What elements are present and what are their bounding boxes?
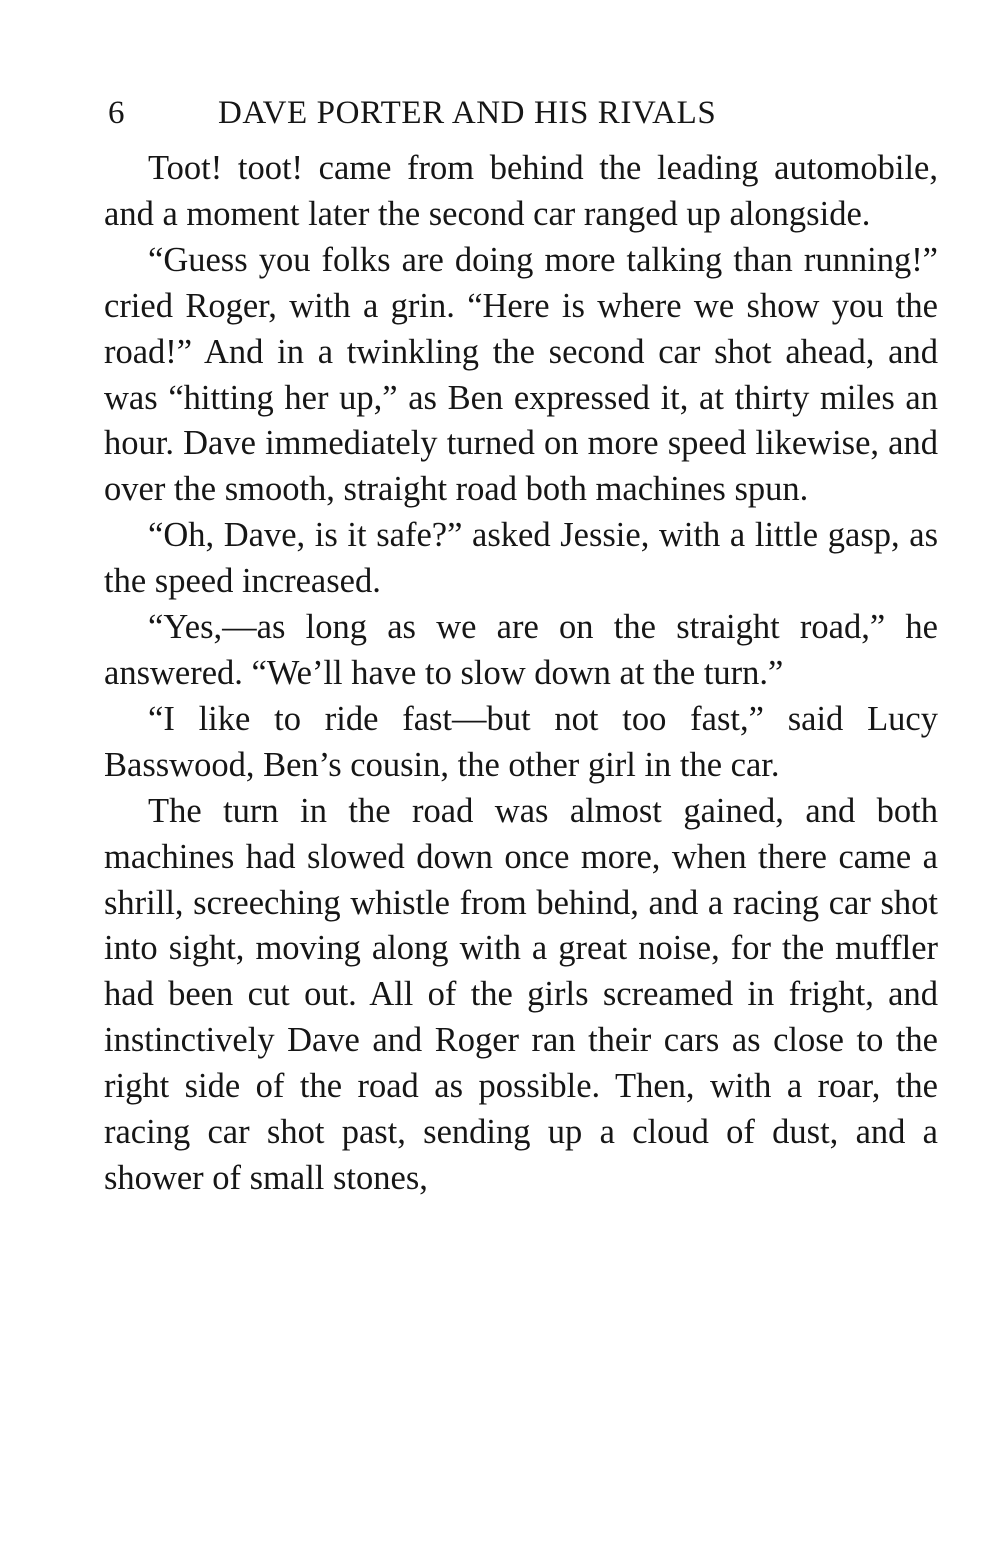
book-page	[104, 88, 938, 1202]
paragraph-3: “Oh, Dave, is it safe?” asked Jessie, with a little gasp, as the speed increased.	[104, 516, 938, 601]
body-text	[104, 146, 938, 1202]
paragraph-5: “I like to ride fast—but not too fast,” said Lucy Basswood, Ben’s cousin, the other girl in the car.	[104, 699, 938, 784]
paragraph-2: “Guess you folks are doing more talking than running!” cried Roger, with a grin. “Here is where we show you the road!” And in a twinkling the second car shot ahead, and was “hitting her up,” as Ben expressed it, at thirty miles an hour. Dave immediately turned on more speed likewise, and over the smooth, straight road both machines spun.	[104, 240, 938, 509]
paragraph-4: “Yes,—as long as we are on the straight road,” he answered. “We’ll have to slow down at the turn.”	[104, 608, 938, 692]
paragraph-1: Toot! toot! came from behind the leading automobile, and a moment later the second car ranged up alongside.	[104, 149, 938, 233]
running-head	[104, 88, 938, 138]
running-head-title: DAVE PORTER AND HIS RIVALS	[218, 95, 717, 131]
page-number: 6	[108, 95, 126, 131]
paragraph-6: The turn in the road was almost gained, and both machines had slowed down once more, when there came a shrill, screeching whistle from behind, and a racing car shot into sight, moving along with a great noise, for the muffler had been cut out. All of the girls screamed in fright, and instinctively Dave and Roger ran their cars as close to the right side of the road as possible. Then, with a roar, the racing car shot past, sending up a cloud of dust, and a shower of small stones,	[104, 791, 938, 1197]
